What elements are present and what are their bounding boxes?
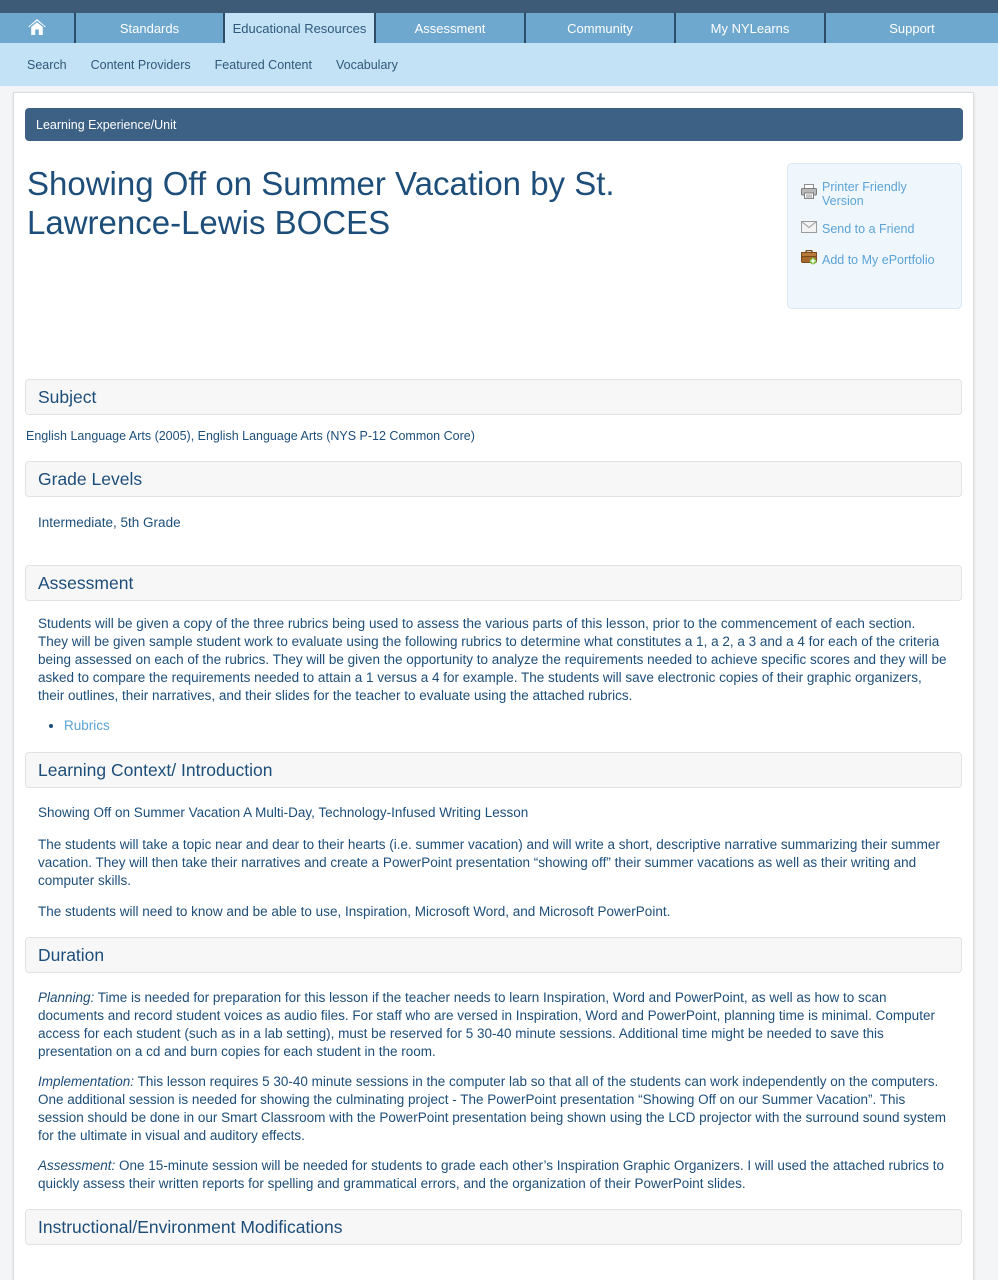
assessment-text: One 15-minute session will be needed for students to grade each other’s Inspiration Graphic Organizers. I will used the attached rubrics to quickly assess their written reports for spelling and grammatical errors, and the organization of their PowerPoint slides. (38, 1158, 944, 1191)
subject-body: English Language Arts (2005), English Language Arts (NYS P-12 Common Core) (26, 429, 475, 443)
add-to-eportfolio-link[interactable] (801, 250, 951, 270)
action-label: Add to My ePortfolio (822, 253, 935, 267)
subnav-featured-content[interactable]: Featured Content (214, 57, 312, 72)
planning-label: Planning: (38, 990, 95, 1005)
duration-assessment (38, 1157, 947, 1193)
tab-label: Support (889, 20, 935, 36)
tab-educational-resources[interactable] (223, 13, 374, 43)
section-heading-grade-levels (25, 461, 962, 497)
printer-friendly-link[interactable] (801, 180, 951, 208)
action-label: Printer Friendly Version (822, 180, 907, 208)
learning-context-p1: Showing Off on Summer Vacation A Multi-Day, Technology-Infused Writing Lesson (38, 805, 529, 820)
tab-label: Assessment (414, 20, 486, 36)
subnav-vocabulary[interactable]: Vocabulary (335, 57, 398, 72)
tab-label: Educational Resources (232, 20, 367, 36)
section-heading-subject (25, 379, 962, 415)
action-label: Send to a Friend (822, 222, 915, 236)
assessment-links (38, 717, 973, 735)
section-heading-modifications (25, 1209, 962, 1245)
section-heading-label: Instructional/Environment Modifications (38, 1216, 343, 1237)
sub-nav (0, 43, 998, 86)
banner-label: Learning Experience/Unit (36, 117, 177, 132)
section-heading-duration (25, 937, 962, 973)
subnav-content-providers[interactable]: Content Providers (90, 57, 191, 72)
grade-levels-body: Intermediate, 5th Grade (38, 515, 181, 530)
page-title: Showing Off on Summer Vacation by St. Lawrence-Lewis BOCES (27, 165, 615, 241)
send-to-friend-link[interactable] (801, 220, 951, 238)
printer-icon (801, 184, 817, 204)
tab-my-nylearns[interactable] (674, 13, 824, 43)
section-heading-label: Grade Levels (38, 468, 143, 489)
content-type-banner (25, 108, 963, 141)
envelope-icon (801, 220, 817, 238)
planning-text: Time is needed for preparation for this lesson if the teacher needs to learn Inspiration, Word and PowerPoint, as well as how to scan documents and record student voices as audio files. For staff who are versed in Inspiration, Word and PowerPoint, planning time is minimal. Computer access for each student (such as in a lab setting), must be reserved for 5 30-40 minute sessions. Additional time might be needed to save this presentation on a cd and burn copies for each student in the room. (38, 990, 935, 1059)
duration-implementation (38, 1073, 947, 1145)
rubrics-link[interactable]: Rubrics (64, 718, 110, 733)
implementation-text: This lesson requires 5 30-40 minute sessions in the computer lab so that all of the students can work independently on the computers. One additional session is needed for showing the culminating project - The PowerPoint presentation “Showing Off on our Summer Vacation”. This session should be done in our Smart Classroom with the PowerPoint presentation being shown using the LCD projector with the surround sound system for the ultimate in visual and auditory effects. (38, 1074, 946, 1143)
tab-support[interactable] (824, 13, 998, 43)
subnav-search[interactable]: Search (27, 57, 67, 72)
section-heading-label: Subject (38, 386, 97, 407)
section-heading-learning-context (25, 752, 962, 788)
content-card (13, 92, 974, 1280)
duration-planning (38, 989, 947, 1061)
tab-label: Standards (119, 20, 180, 36)
learning-context-p3: The students will need to know and be able to use, Inspiration, Microsoft Word, and Microsoft PowerPoint. (38, 904, 671, 919)
list-item (64, 717, 973, 735)
top-strip (0, 0, 998, 13)
tab-assessment[interactable] (374, 13, 524, 43)
tab-home[interactable] (0, 13, 74, 43)
section-heading-assessment (25, 565, 962, 601)
assessment-body: Students will be given a copy of the three rubrics being used to assess the various parts of this lesson, prior to the commencement of each section. They will be given sample student work to evaluate using the following rubrics to determine what constitutes a 1, a 2, a 3 and a 4 for each of the criteria being assessed on each of the rubrics. They will be given the opportunity to analyze the requirements needed to achieve specific scores and they will be asked to compare the requirements needed to attain a 1 versus a 4 for example. The students will save electronic copies of their graphic organizers, their outlines, their narratives, and their slides for the teacher to evaluate using the attached rubrics. (38, 616, 947, 703)
home-icon (28, 19, 46, 38)
tab-label: My NYLearns (710, 20, 790, 36)
briefcase-icon (801, 250, 817, 270)
tab-standards[interactable] (74, 13, 223, 43)
tab-label: Community (567, 20, 633, 36)
section-heading-label: Assessment (38, 572, 134, 593)
section-heading-label: Duration (38, 944, 105, 965)
main-nav (0, 13, 998, 43)
learning-context-p2: The students will take a topic near and dear to their hearts (i.e. summer vacation) and will write a short, descriptive narrative summarizing their summer vacation. They will then take their narratives and create a PowerPoint presentation “showing off” their summer vacations as well as their writing and computer skills. (38, 837, 940, 888)
implementation-label: Implementation: (38, 1074, 135, 1089)
assessment-label: Assessment: (38, 1158, 116, 1173)
tab-community[interactable] (524, 13, 674, 43)
section-heading-label: Learning Context/ Introduction (38, 759, 273, 780)
action-box (787, 163, 962, 309)
